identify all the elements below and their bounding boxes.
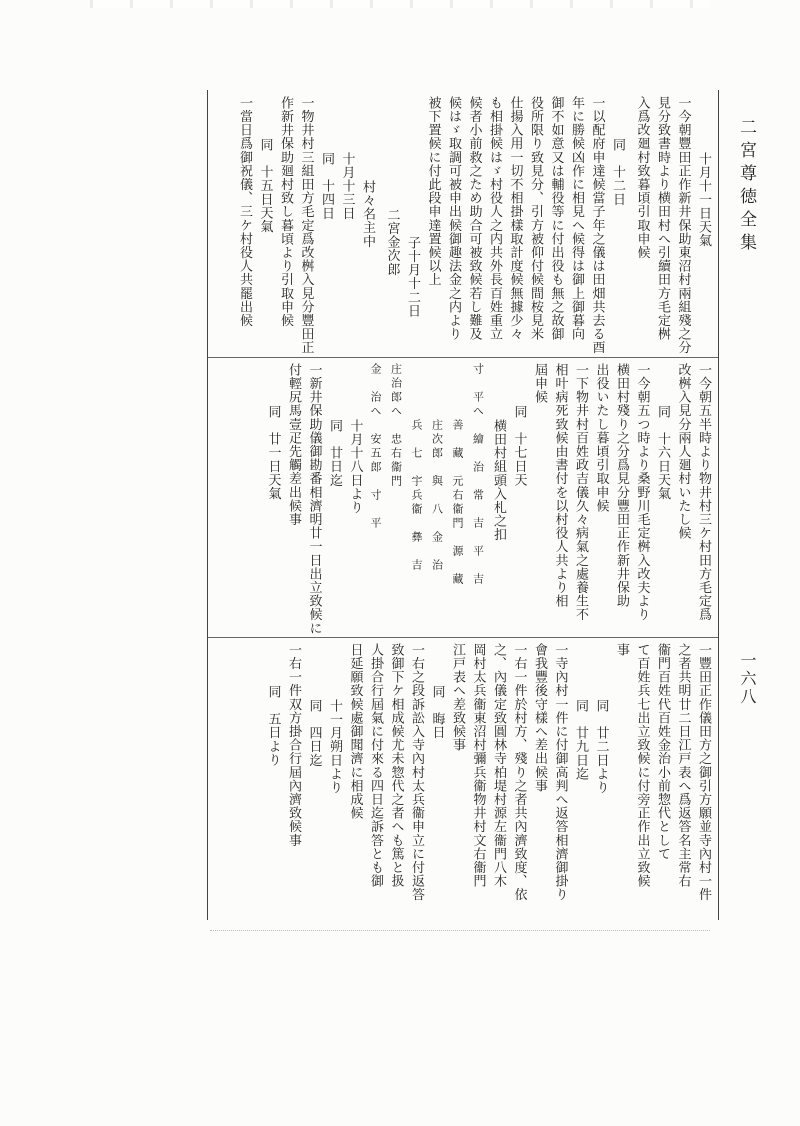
text-column: 庄治郎へ 忠右衞門 <box>389 363 403 489</box>
text-column: 同 廿九日迄 <box>573 699 588 781</box>
text-column: 一下物井村百姓政吉儀久々病氣之處養生不 <box>573 363 588 622</box>
text-column: 屆申候 <box>532 363 547 404</box>
text-column: 一右一件双方掛合行屆內濟致候事 <box>286 643 301 847</box>
scan-artifact <box>90 0 710 8</box>
text-column: て百姓兵七出立致候に付旁正作出立致候 <box>634 643 650 888</box>
text-column: 同 十七日天 <box>511 405 527 487</box>
text-column: 一當日爲御祝儀、三ケ村役人共罷出候 <box>237 96 252 328</box>
text-column: 人掛合行屆氣に付來る四日迄訴答とも御 <box>368 643 383 888</box>
text-column: 一今朝五つ時より桑野川毛定桝入改夫より <box>634 363 650 622</box>
text-column: 庄次郎 與 八 金 治 <box>430 419 444 573</box>
text-column: 一右之段訴訟入寺內村太兵衞申立に付返答 <box>409 643 424 902</box>
text-column: 一今朝豐田正作新井保助東沼村兩組殘之分 <box>675 96 691 355</box>
text-column: 同 五日より <box>265 685 281 767</box>
text-column: 同 廿二日より <box>593 699 609 795</box>
text-column: 會我豐後守樣へ差出候事 <box>532 643 547 793</box>
text-column: 兵 七 宇兵衞 彝 吉 <box>410 419 423 573</box>
text-column: 作新井保助廻村致し暮頃より引取申候 <box>278 96 293 328</box>
text-column: 入爲改廻村致暮頃引取申候 <box>634 96 650 260</box>
text-column: 一物井村三組田方毛定爲改桝入見分豐田正 <box>298 96 314 355</box>
page-number: 一六八 <box>738 652 757 706</box>
text-column: 同 十六日天氣 <box>655 405 670 501</box>
text-column: 横田村殘り之分爲見分豐田正作新井保助 <box>614 363 629 608</box>
text-column: 致御下ケ相成候尤未惣代之者へも篤と扱 <box>388 643 404 888</box>
text-band-bottom <box>213 643 713 917</box>
book-title: 二宮尊徳全集 <box>736 118 756 256</box>
section-divider <box>208 357 718 358</box>
text-column: 一以配府申達候當子年之儀は田畑共去る酉 <box>589 96 605 355</box>
text-column: 二宮金次郎 <box>384 208 400 276</box>
text-column: 日延願致候處御聞濟に相成候 <box>347 643 363 820</box>
text-column: 岡村太兵衞東沼村彌兵衞物井村文右衞門 <box>470 643 486 888</box>
text-column: 十一月朔日より <box>327 699 342 795</box>
text-column: 之、內儀定致圓林寺柏堤村源左衞門八木 <box>491 643 506 888</box>
text-column: 同 廿日迄 <box>327 419 342 487</box>
text-column: 同 十五日天氣 <box>257 138 273 234</box>
text-column: 金 治へ 安五郎 寸 平 <box>369 363 382 531</box>
text-column: 同 廿一日天氣 <box>265 405 281 501</box>
text-column: 横田村組頭入札之扣 <box>491 419 506 542</box>
text-column: 子十月十二日 <box>405 236 420 318</box>
text-column: 同 十二日 <box>610 138 625 206</box>
text-column: 一寺內村一件に付御高判へ返答相濟御掛り <box>552 643 568 902</box>
text-column: 善 藏 元右衞門 源 藏 <box>451 419 464 587</box>
text-column: 被下置候に付此段申達置候以上 <box>425 96 441 287</box>
text-column: 同 四日迄 <box>306 699 322 767</box>
text-column: 十月十一日天氣 <box>696 152 711 248</box>
text-column: 見分致書時より横田村へ引續田方毛定桝 <box>655 96 670 341</box>
text-column: 仕揚入用一切不相掛樣取計度候無據少々 <box>507 96 523 341</box>
text-column: 十月十八日より <box>347 419 363 515</box>
text-band-top <box>213 96 713 356</box>
text-column: 村々名主中 <box>360 180 375 248</box>
section-divider <box>208 637 718 638</box>
text-column: 事 <box>614 643 629 657</box>
text-column: も相掛候はゞ村役人之内共外長百姓重立 <box>487 96 502 341</box>
text-column: 付輕尻馬壹疋先觸差出候事 <box>286 363 301 527</box>
scan-dotted-line <box>210 930 710 935</box>
text-column: 改桝入見分兩人廻村いたし候 <box>675 363 691 540</box>
text-column: 役所限り致見分、引方被仰付候間桉見米 <box>528 96 543 341</box>
text-column: 寸 平へ 繪 治 常 吉 平 吉 <box>471 363 485 587</box>
text-column: 江戸表へ差致候事 <box>450 643 465 752</box>
text-column: 出役いたし暮頃引取申候 <box>593 363 609 513</box>
text-column: 御不如意又は輔役等に付出役も無之故御 <box>548 96 564 341</box>
text-column: 一豐田正作儀田方之御引方願並寺內村一件 <box>696 643 711 902</box>
text-column: 同 十四日 <box>319 152 334 220</box>
text-column: 同 晦日 <box>429 685 445 740</box>
text-column: 十月十三日 <box>339 152 355 220</box>
text-column: 一右一件於村方、殘り之者共內濟致度、依 <box>511 643 527 902</box>
text-column: 年に勝候凶作に相見へ候得は御上御暮向 <box>569 96 584 341</box>
text-column: 一今朝五半時より物井村三ケ村田方毛定爲 <box>696 363 711 622</box>
text-column: 相叶病死致候由書付を以村役人共より相 <box>552 363 568 608</box>
text-column: 一新井保助儀御勘番相濟明廿一日出立致候に <box>306 363 322 635</box>
text-column: 之者共明廿二日江戸表へ爲返答名主常右 <box>675 643 691 888</box>
text-column: 衞門百姓代百姓金治小前惣代として <box>655 643 670 861</box>
text-band-middle <box>213 363 713 637</box>
text-column: 候はゞ取調可被申出候御趣法金之内より <box>446 96 461 341</box>
text-column: 候者小前救之ため助合可被致候若し難及 <box>466 96 482 341</box>
